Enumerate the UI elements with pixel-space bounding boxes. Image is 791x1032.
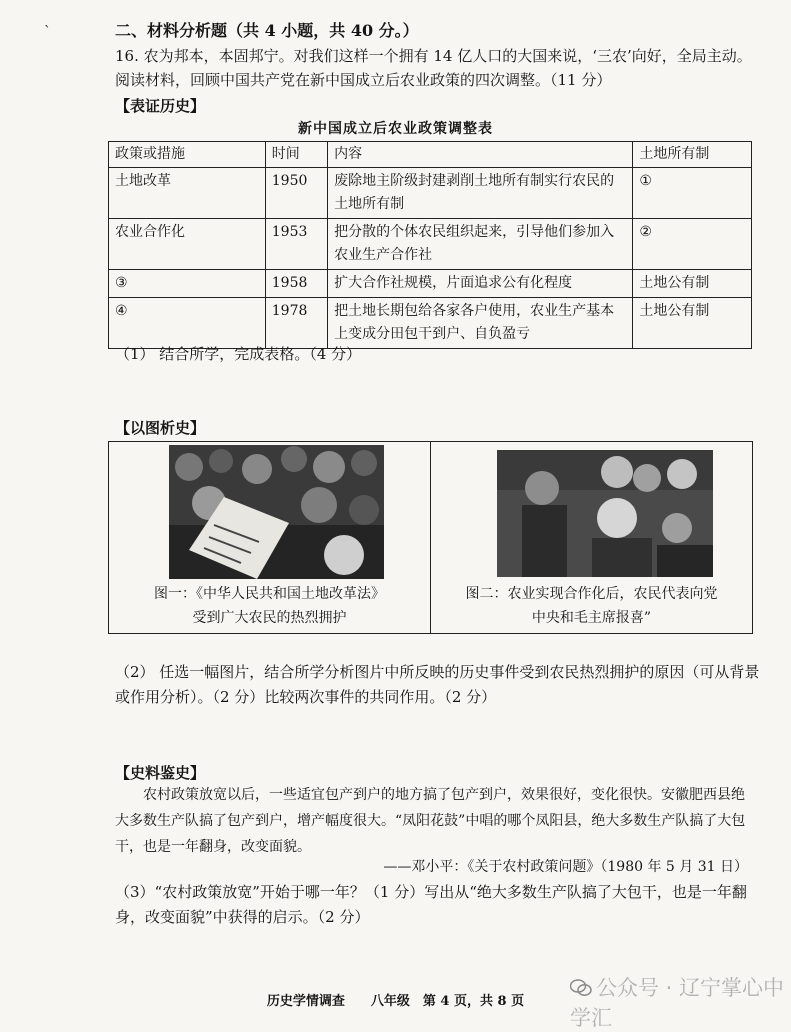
cell-content: 废除地主阶级封建剥削土地所有制实行农民的土地所有制 — [328, 168, 633, 219]
part1-label: 【表证历史】 — [115, 97, 206, 115]
cell-time: 1978 — [265, 298, 327, 349]
cell-time: 1950 — [265, 168, 327, 219]
cell-measure: 农业合作化 — [109, 219, 266, 270]
cell-measure: 土地改革 — [109, 168, 266, 219]
quote-source: ——邓小平：《关于农村政策问题》（1980 年 5 月 31 日） — [383, 859, 748, 875]
cell-measure: ④ — [109, 298, 266, 349]
question-16-text: 16. 农为邦本，本固邦宁。对我们这样一个拥有 14 亿人口的大国来说，‘三农’向好，全局主动。阅读材料，回顾中国共产党在新中国成立后农业政策的四次调整。（11 分） — [115, 47, 752, 89]
cell-time: 1958 — [265, 270, 327, 298]
header-content: 内容 — [328, 142, 633, 168]
stray-mark: ` — [44, 24, 51, 40]
figure-1-caption — [109, 582, 430, 630]
table-row — [109, 270, 752, 298]
quote-text: 农村政策放宽以后，一些适宜包产到户的地方搞了包产到户，效果很好，变化很快。安徽肥西县绝大多数生产队搞了包产到户，增产幅度很大。“凤阳花鼓”中唱的哪个凤阳县，绝大多数生产队搞了大包干，也是一年翻身，改变面貌。 — [115, 787, 746, 855]
cell-content: 把分散的个体农民组织起来，引导他们参加入农业生产合作社 — [328, 219, 633, 270]
page-footer: 历史学情调查 八年级 第 4 页，共 8 页 — [266, 994, 525, 1009]
part2-label: 【以图析史】 — [115, 419, 206, 437]
cell-time: 1953 — [265, 219, 327, 270]
header-owner: 土地所有制 — [633, 142, 752, 168]
table-header-row — [109, 142, 752, 168]
question-3: （3）“农村政策放宽”开始于哪一年？（1 分）写出从“绝大多数生产队搞了大包干，也是一年翻身，改变面貌”中获得的启示。（2 分） — [115, 883, 747, 926]
section-heading: 二、材料分析题（共 4 小题，共 40 分。） — [115, 21, 419, 40]
cell-content: 扩大合作社规模，片面追求公有化程度 — [328, 270, 633, 298]
cell-measure: ③ — [109, 270, 266, 298]
photo-cooperative-report — [497, 450, 713, 577]
historical-quote — [115, 782, 755, 860]
figure-2-caption — [431, 582, 752, 630]
photo-land-reform — [169, 445, 384, 579]
cell-owner: ① — [633, 168, 752, 219]
header-time: 时间 — [265, 142, 327, 168]
cell-owner: ② — [633, 219, 752, 270]
table-row — [109, 298, 752, 349]
cell-owner: 土地公有制 — [633, 298, 752, 349]
figure-2-caption-line1: 图二：农业实现合作化后，农民代表向党 — [465, 586, 718, 602]
figure-1-caption-line2: 受到广大农民的热烈拥护 — [192, 610, 347, 626]
figure-1-caption-line1: 图一：《中华人民共和国土地改革法》 — [154, 586, 385, 602]
figure-2-caption-line2: 中央和毛主席报喜” — [531, 610, 652, 626]
cell-content: 把土地长期包给各家各户使用，农业生产基本上变成分田包干到户、自负盈亏 — [328, 298, 633, 349]
figure-box — [108, 441, 753, 634]
watermark-text: 公众号 · 辽宁掌心中学汇 — [570, 976, 785, 1030]
question-1: （1） 结合所学，完成表格。（4 分） — [115, 345, 362, 363]
cell-owner: 土地公有制 — [633, 270, 752, 298]
part3-label: 【史料鉴史】 — [115, 764, 206, 782]
table-row — [109, 168, 752, 219]
table-title: 新中国成立后农业政策调整表 — [298, 121, 493, 137]
policy-table — [108, 141, 752, 349]
question-2: （2） 任选一幅图片，结合所学分析图片中所反映的历史事件受到农民热烈拥护的原因（可从背景或作用分析）。（2 分）比较两次事件的共同作用。（2 分） — [115, 663, 760, 706]
header-measure: 政策或措施 — [109, 142, 266, 168]
table-row — [109, 219, 752, 270]
